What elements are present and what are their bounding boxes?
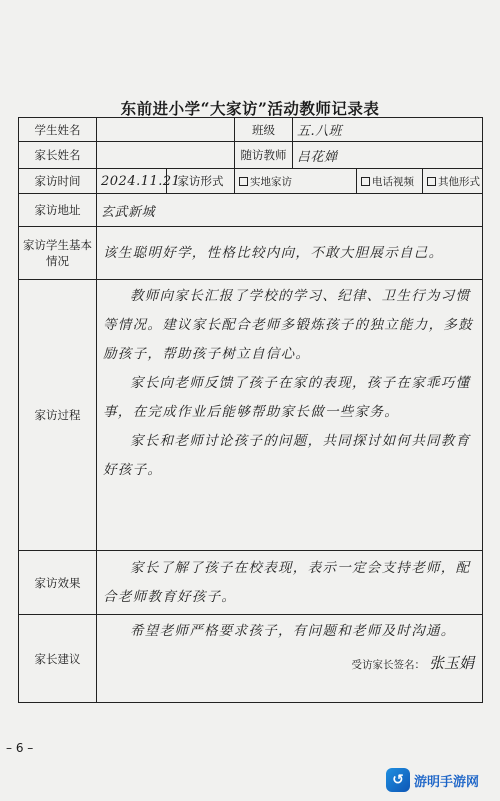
page-title: 东前进小学“大家访”活动教师记录表 bbox=[120, 99, 380, 118]
row-parent-name bbox=[19, 142, 483, 169]
visit-time-value: 2024.11.21 bbox=[97, 169, 167, 194]
effect-label: 家访效果 bbox=[19, 551, 97, 615]
student-name-label: 学生姓名 bbox=[19, 118, 97, 142]
visit-time-label: 家访时间 bbox=[19, 169, 97, 194]
process-paragraph: 家长向老师反馈了孩子在家的表现，孩子在家乖巧懂事，在完成作业后能够帮助家长做一些家务。 bbox=[103, 375, 471, 420]
checkbox-icon bbox=[427, 177, 436, 186]
row-address bbox=[19, 194, 483, 227]
process-paragraph: 教师向家长汇报了学校的学习、纪律、卫生行为习惯等情况。建议家长配合老师多锻炼孩子的独立能力，多鼓励孩子，帮助孩子树立自信心。 bbox=[103, 288, 473, 362]
effect-text: 家长了解了孩子在校表现，表示一定会支持老师，配合老师教育好孩子。 bbox=[103, 559, 471, 605]
process-cell bbox=[97, 280, 483, 551]
option-label: 电话视频 bbox=[372, 175, 414, 188]
accompany-teacher-value: 吕花婵 bbox=[293, 142, 483, 169]
address-value: 玄武新城 bbox=[97, 194, 483, 227]
visit-form-option-other[interactable] bbox=[423, 169, 483, 194]
row-student-name bbox=[19, 118, 483, 142]
suggestion-text: 希望老师严格要求孩子，有问题和老师及时沟通。 bbox=[130, 623, 456, 639]
row-suggestion bbox=[19, 615, 483, 703]
student-basic-text: 该生聪明好学，性格比较内向，不敢大胆展示自己。 bbox=[103, 245, 444, 261]
process-label: 家访过程 bbox=[19, 280, 97, 551]
visit-form-option-video[interactable] bbox=[357, 169, 423, 194]
row-process bbox=[19, 280, 483, 551]
visit-form-option-onsite[interactable] bbox=[235, 169, 357, 194]
app-logo-icon: ↺ bbox=[386, 768, 410, 792]
watermark bbox=[386, 765, 496, 795]
student-basic-label: 家访学生基本情况 bbox=[19, 227, 97, 280]
effect-cell bbox=[97, 551, 483, 615]
row-visit-time bbox=[19, 169, 483, 194]
row-student-basic bbox=[19, 227, 483, 280]
option-label: 其他形式 bbox=[438, 175, 480, 188]
suggestion-label: 家长建议 bbox=[19, 615, 97, 703]
checkbox-icon bbox=[361, 177, 370, 186]
class-value: 五.八班 bbox=[293, 118, 483, 142]
row-effect bbox=[19, 551, 483, 615]
student-basic-cell bbox=[97, 227, 483, 280]
page-number: – 6 – bbox=[6, 741, 34, 755]
visit-form-label: 家访形式 bbox=[167, 169, 235, 194]
signature-name: 张玉娟 bbox=[428, 654, 474, 672]
parent-name-label: 家长姓名 bbox=[19, 142, 97, 169]
student-name-value bbox=[97, 118, 235, 142]
parent-name-value bbox=[97, 142, 235, 169]
signature-row bbox=[101, 652, 478, 673]
checkbox-icon bbox=[239, 177, 248, 186]
record-table bbox=[18, 117, 483, 703]
class-label: 班级 bbox=[235, 118, 293, 142]
suggestion-cell bbox=[97, 615, 483, 703]
watermark-text: 游明手游网 bbox=[414, 774, 480, 790]
option-label: 实地家访 bbox=[250, 175, 292, 188]
signature-label: 受访家长签名： bbox=[351, 659, 425, 671]
accompany-teacher-label: 随访教师 bbox=[235, 142, 293, 169]
address-label: 家访地址 bbox=[19, 194, 97, 227]
process-paragraph: 家长和老师讨论孩子的问题，共同探讨如何共同教育好孩子。 bbox=[103, 433, 471, 478]
